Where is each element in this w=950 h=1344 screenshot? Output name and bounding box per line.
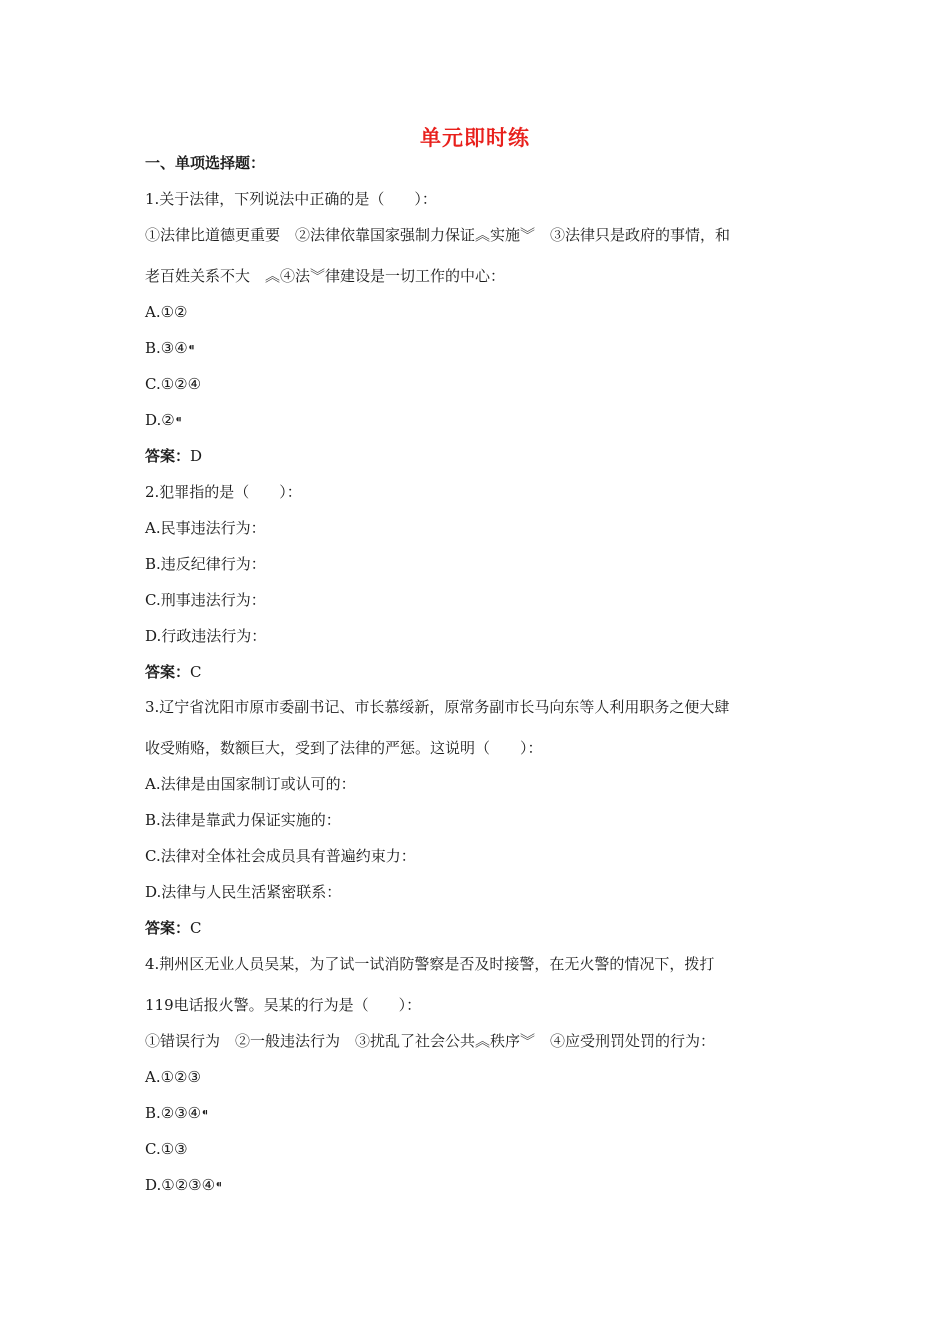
- question-3-stem-line-1: 3.辽宁省沈阳市原市委副书记、市长慕绥新，原常务副市长马向东等人利用职务之便大肆: [145, 698, 730, 716]
- question-3-answer: [145, 918, 202, 938]
- question-4-statements: ①错误行为 ②一般违法行为 ③扰乱了社会公共︽秩序︾ ④应受刑罚处罚的行为：: [145, 1032, 716, 1050]
- question-1-statements-line-2: 老百姓关系不大 ︽④法︾律建设是一切工作的中心：: [145, 267, 506, 285]
- question-3-option-c: C.法律对全体社会成员具有普遍约束力：: [145, 847, 416, 865]
- answer-label: 答案：: [145, 919, 191, 937]
- question-4-option-b: B.②③④⁌: [145, 1104, 209, 1122]
- question-1-option-d: D.②⁌: [145, 411, 183, 429]
- question-2-option-d: D.行政违法行为：: [145, 627, 267, 645]
- question-4-stem-line-1: 4.荆州区无业人员吴某，为了试一试消防警察是否及时接警，在无火警的情况下，拨打: [145, 955, 715, 973]
- section-heading: 一、单项选择题：: [145, 154, 266, 172]
- answer-value: D: [190, 447, 203, 465]
- question-2-option-a: A.民事违法行为：: [145, 519, 266, 537]
- question-3-option-b: B.法律是靠武力保证实施的：: [145, 811, 341, 829]
- question-2-option-b: B.违反纪律行为：: [145, 555, 266, 573]
- question-1-option-a: A.①②: [145, 303, 188, 321]
- question-1-option-c: C.①②④: [145, 375, 202, 393]
- question-2-stem: 2.犯罪指的是（ ）：: [145, 483, 302, 501]
- answer-value: C: [190, 919, 202, 937]
- question-1-answer: [145, 446, 202, 466]
- question-2-option-c: C.刑事违法行为：: [145, 591, 266, 609]
- question-1-stem: 1.关于法律，下列说法中正确的是（ ）：: [145, 190, 437, 208]
- question-3-stem-line-2: 收受贿赂，数额巨大，受到了法律的严惩。这说明（ ）：: [145, 739, 543, 757]
- answer-label: 答案：: [145, 663, 191, 681]
- question-4-option-a: A.①②③: [145, 1068, 201, 1086]
- question-3-option-a: A.法律是由国家制订或认可的：: [145, 775, 356, 793]
- question-1-option-b: B.③④⁌: [145, 339, 196, 357]
- answer-value: C: [190, 663, 202, 681]
- question-4-stem-line-2: 119电话报火警。吴某的行为是（ ）：: [145, 996, 422, 1014]
- answer-label: 答案：: [145, 447, 191, 465]
- question-3-option-d: D.法律与人民生活紧密联系：: [145, 883, 342, 901]
- question-4-option-d: D.①②③④⁌: [145, 1176, 223, 1194]
- page-title: 单元即时练: [420, 126, 530, 150]
- question-4-option-c: C.①③: [145, 1140, 188, 1158]
- question-1-statements-line-1: ①法律比道德更重要 ②法律依靠国家强制力保证︽实施︾ ③法律只是政府的事情，和: [145, 226, 731, 244]
- question-2-answer: [145, 662, 202, 682]
